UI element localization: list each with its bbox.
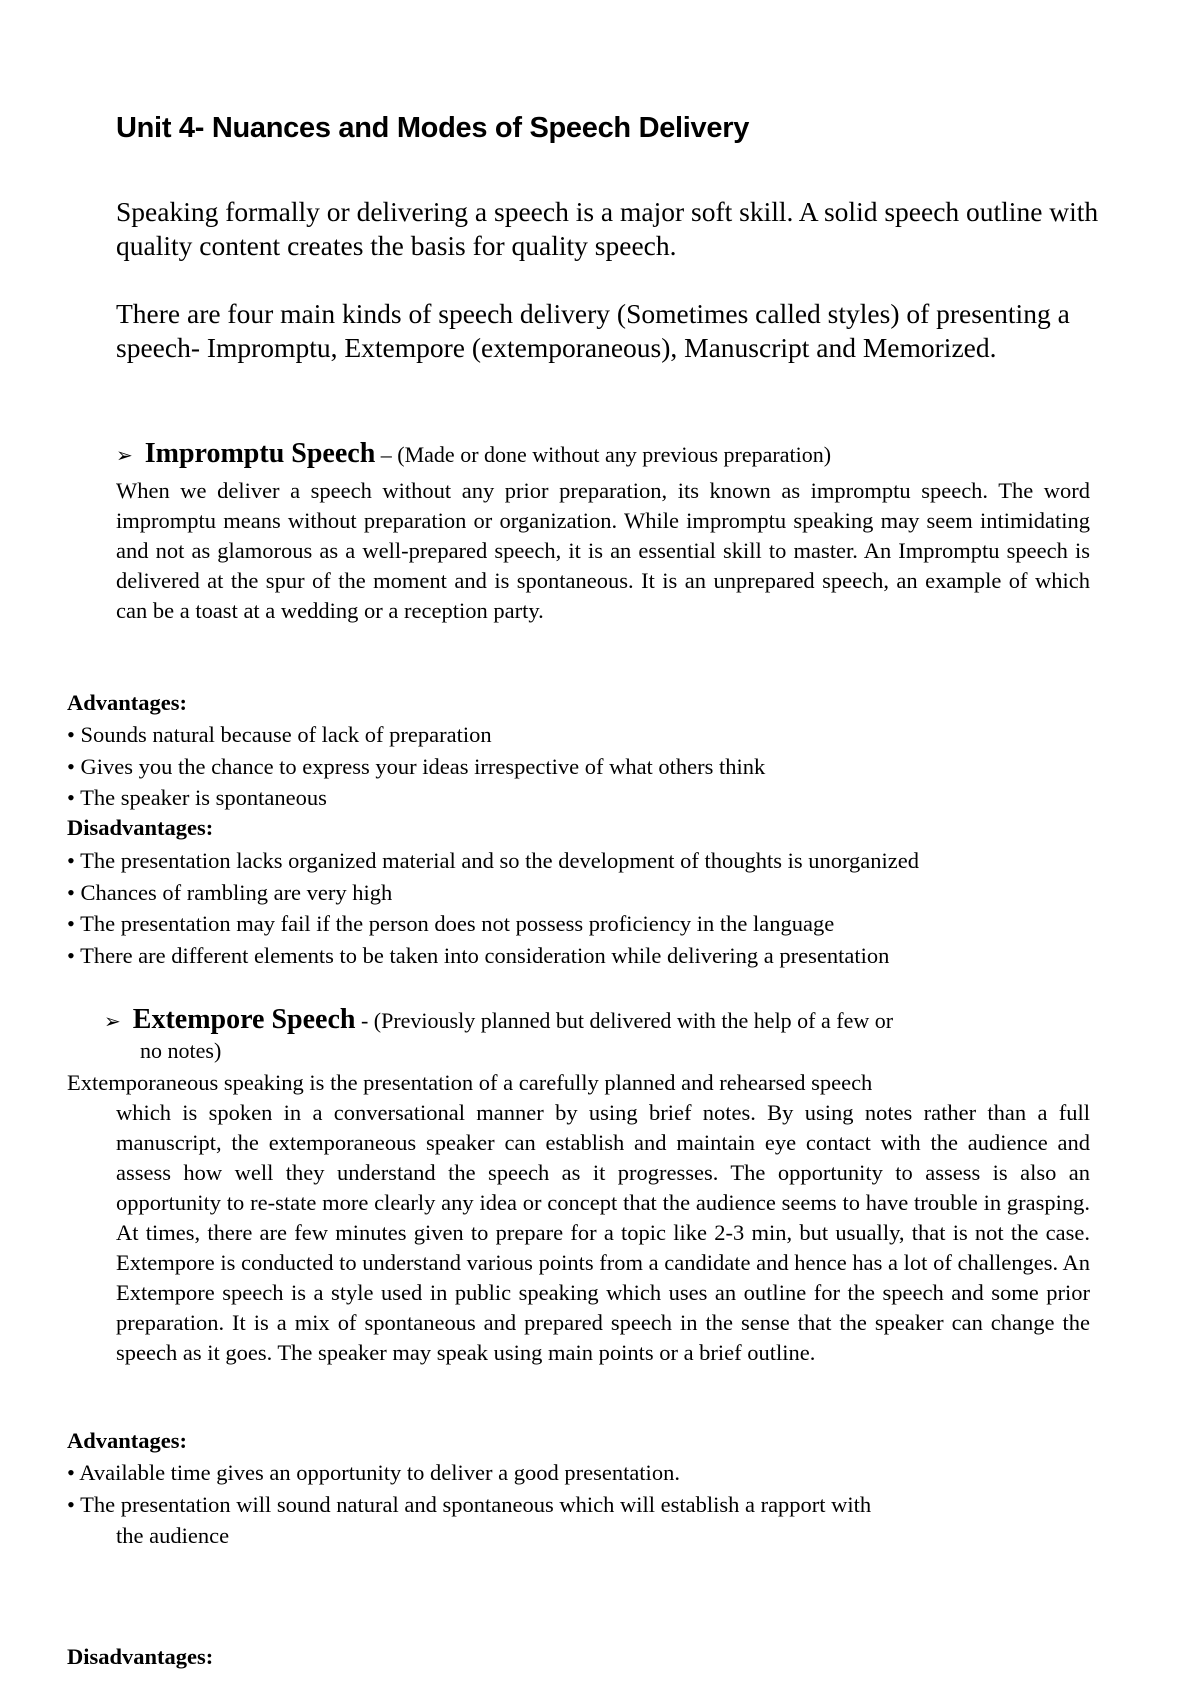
list-item: • The presentation will sound natural and spontaneous which will establish a rapport with the audience: [67, 1491, 872, 1548]
arrow-bullet-icon: ➢: [104, 1009, 121, 1033]
extempore-advantages-label: Advantages:: [67, 1428, 188, 1453]
list-item: • The presentation may fail if the person does not possess proficiency in the language: [67, 911, 835, 936]
impromptu-subtitle: (Made or done without any previous preparation): [397, 442, 832, 467]
extempore-subtitle-line-2: no notes): [140, 1038, 222, 1063]
extempore-heading-line: [104, 1004, 893, 1036]
impromptu-advantages-list: [67, 719, 765, 814]
extempore-advantages-list: [67, 1457, 871, 1552]
list-item: • Gives you the chance to express your ideas irrespective of what others think: [67, 753, 766, 779]
list-item: • Chances of rambling are very high: [67, 879, 393, 905]
extempore-heading: Extempore Speech: [132, 1004, 356, 1035]
intro-paragraph-1: Speaking formally or delivering a speech is a major soft skill. A solid speech outline with quality content creates the basis for quality speech.: [116, 196, 1099, 261]
extempore-body: which is spoken in a conversational manner by using brief notes. By using notes rather than a full manuscript, the extemporaneous speaker can establish and maintain eye contact with the audience and assess how well they understand the speech as it progresses. The opportunity to assess is also an opportunity to re-state more clearly any idea or concept that the audience seems to have trouble in grasping. At times, there are few minutes given to prepare for a topic like 2-3 min, but usually, that is not the case. Extempore is conducted to understand various points from a candidate and hence has a lot of challenges. An Extempore speech is a style used in public speaking which uses an outline for the speech and some prior preparation. It is a mix of spontaneous and prepared speech in the sense that the speaker can change the speech as it goes. The speaker may speak using main points or a brief outline.: [116, 1100, 1090, 1365]
impromptu-heading: Impromptu Speech: [144, 438, 376, 469]
arrow-bullet-icon: ➢: [116, 443, 133, 467]
intro-paragraph-2: There are four main kinds of speech delivery (Sometimes called styles) of presenting a speech- Impromptu, Extempore (extemporaneous), Manuscript and Memorized.: [116, 298, 1070, 363]
extempore-body-first-line: Extemporaneous speaking is the presentation of a carefully planned and rehearsed speech: [67, 1070, 873, 1095]
list-item: • The presentation lacks organized material and so the development of thoughts is unorganized: [67, 848, 920, 873]
impromptu-body: When we deliver a speech without any prior preparation, its known as impromptu speech. The word impromptu means without preparation or organization. While impromptu speaking may seem intimidating and not as glamorous as a well-prepared speech, it is an essential skill to master. An Impromptu speech is delivered at the spur of the moment and is spontaneous. It is an unprepared speech, an example of which can be a toast at a wedding or a reception party.: [116, 478, 1090, 623]
extempore-subtitle-line-1: (Previously planned but delivered with the help of a few or: [373, 1008, 894, 1033]
impromptu-disadvantages-label: Disadvantages:: [67, 815, 214, 840]
list-item: • There are different elements to be taken into consideration while delivering a presentation: [67, 942, 890, 968]
list-item: • Sounds natural because of lack of preparation: [67, 722, 492, 747]
list-item: • Available time gives an opportunity to deliver a good presentation.: [67, 1460, 680, 1485]
impromptu-heading-line: [116, 438, 831, 470]
list-item: • The speaker is spontaneous: [67, 785, 327, 810]
page-title: Unit 4- Nuances and Modes of Speech Delivery: [116, 112, 750, 144]
impromptu-advantages-label: Advantages:: [67, 690, 188, 715]
impromptu-disadvantages-list: [67, 845, 919, 971]
extempore-disadvantages-label: Disadvantages:: [67, 1644, 214, 1669]
impromptu-dash: –: [375, 442, 398, 467]
extempore-dash: -: [355, 1008, 374, 1033]
